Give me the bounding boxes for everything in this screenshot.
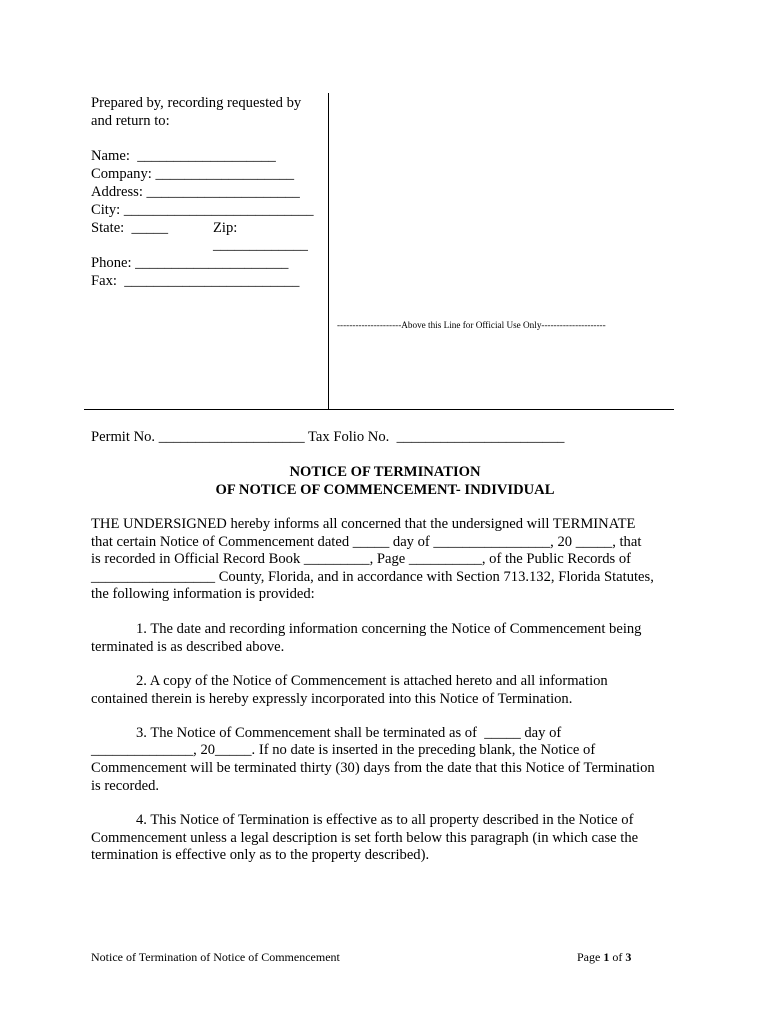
zip-blank: _____________ [213,237,308,253]
intro-line-4: _________________ County, Florida, and in accordance with Section 713.132, Florida Statutes, [91,569,654,585]
header-horizontal-divider [84,409,674,410]
item4-line-3: termination is effective only as to the property described). [91,847,430,863]
footer-document-title: Notice of Termination of Notice of Commencement [91,950,340,964]
item3-line-4: is recorded. [91,778,160,794]
zip-label: Zip: [213,220,238,236]
fax-field: Fax: ________________________ [91,273,300,289]
item4-line-1: 4. This Notice of Termination is effective as to all property described in the Notice of [136,812,634,828]
intro-line-3: is recorded in Official Record Book _________, Page __________, of the Public Records of [91,551,632,567]
item2-line-2: contained therein is hereby expressly incorporated into this Notice of Termination. [91,691,573,707]
prepared-by-line1: Prepared by, recording requested by [91,95,302,111]
intro-line-1: THE UNDERSIGNED hereby informs all concerned that the undersigned will TERMINATE [91,516,636,532]
city-field: City: __________________________ [91,202,314,218]
item4-line-2: Commencement unless a legal description is set forth below this paragraph (in which case the [91,830,639,846]
name-field: Name: ___________________ [91,148,276,164]
footer-page-number [577,950,631,964]
official-use-note: ---------------------Above this Line for Official Use Only--------------------- [337,320,606,330]
item1-line-1: 1. The date and recording information concerning the Notice of Commencement being [136,621,642,637]
intro-line-5: the following information is provided: [91,586,315,602]
footer-of-word: of [609,950,626,964]
footer-current-page: 1 [603,950,610,964]
document-title-line1: NOTICE OF TERMINATION [289,464,481,480]
intro-line-2: that certain Notice of Commencement dated _____ day of ________________, 20 _____, that [91,534,642,550]
header-vertical-divider [328,93,329,410]
state-field: State: _____ [91,220,169,236]
item1-line-2: terminated is as described above. [91,639,285,655]
item2-line-1: 2. A copy of the Notice of Commencement is attached hereto and all information [136,673,608,689]
footer-page-word: Page [577,950,604,964]
phone-field: Phone: _____________________ [91,255,289,271]
prepared-by-line2: and return to: [91,113,170,129]
item3-line-2: ______________, 20_____. If no date is inserted in the preceding blank, the Notice of [91,742,596,758]
footer-total-pages: 3 [625,950,632,964]
document-title-line2: OF NOTICE OF COMMENCEMENT- INDIVIDUAL [215,482,555,498]
address-field: Address: _____________________ [91,184,300,200]
permit-taxfolio-line: Permit No. ____________________ Tax Folio No. _______________________ [91,429,565,445]
item3-line-3: Commencement will be terminated thirty (30) days from the date that this Notice of Termination [91,760,655,776]
company-field: Company: ___________________ [91,166,295,182]
item3-line-1: 3. The Notice of Commencement shall be terminated as of _____ day of [136,725,562,741]
